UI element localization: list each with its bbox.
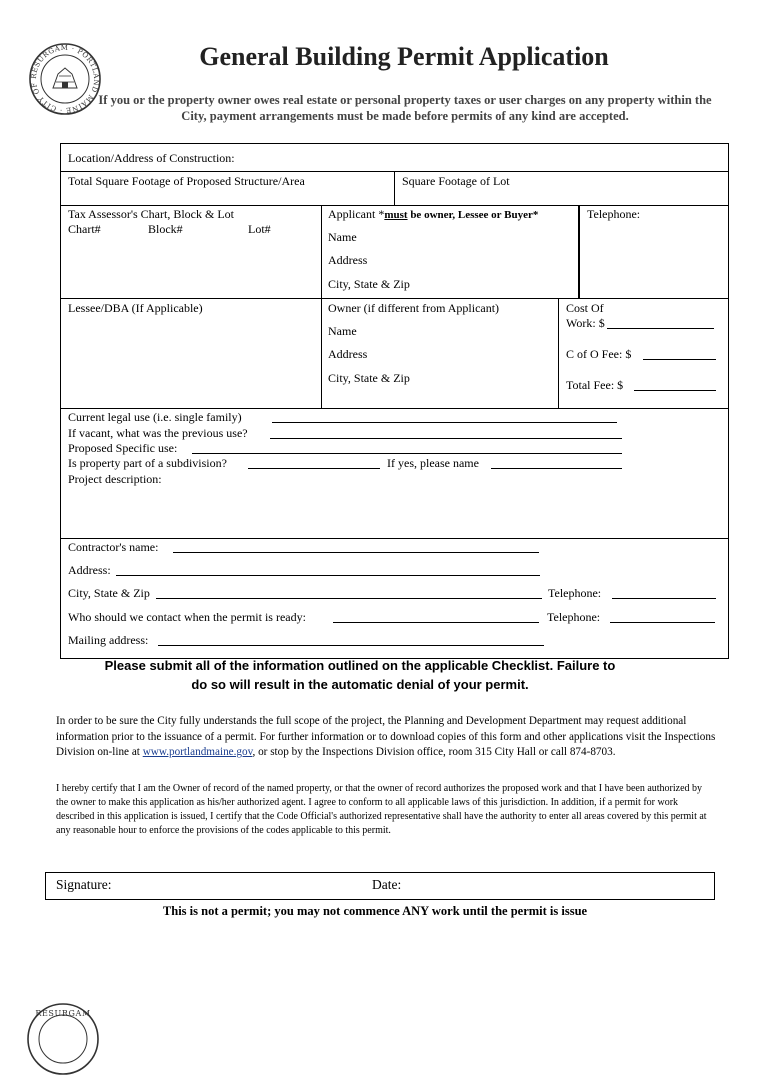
applicant-label: Applicant *must be owner, Lessee or Buyer* [328, 207, 539, 221]
page-title: General Building Permit Application [199, 42, 609, 71]
total-sqft-label: Total Square Footage of Proposed Structure/Area [68, 174, 305, 188]
svg-text:RESURGAM · PORTLAND MAINE · CI: RESURGAM · PORTLAND MAINE · CITY OF [29, 43, 101, 115]
checklist-notice: Please submit all of the information outlined on the applicable Checklist. Failure to do so will result in the automatic denial of your permit. [104, 658, 616, 692]
vacant-field[interactable] [270, 438, 622, 439]
lot-sqft-label: Square Footage of Lot [402, 174, 510, 188]
tax-notice: If you or the property owner owes real estate or personal property taxes or user charges on any property within the City, payment arrangements must be made before permits of any kind are accepted. [98, 93, 712, 123]
c-of-o-fee-field[interactable] [643, 359, 716, 360]
applicant-telephone-label: Telephone: [587, 207, 641, 221]
contractor-address-field[interactable] [116, 575, 540, 576]
signature-field[interactable] [125, 875, 365, 896]
work-cost-field[interactable] [607, 328, 714, 329]
proposed-use-field[interactable] [192, 453, 622, 454]
proposed-use-label: Proposed Specific use: [68, 441, 178, 455]
contractor-city-field[interactable] [156, 598, 542, 599]
lot-label: Lot# [248, 222, 271, 236]
applicant-name-label: Name [328, 230, 357, 244]
owner-address-label: Address [328, 347, 368, 361]
block-label: Block# [148, 222, 183, 236]
applicant-city-label: City, State & Zip [328, 277, 410, 291]
date-label: Date: [372, 877, 402, 892]
info-paragraph: In order to be sure the City fully understands the full scope of the project, the Planning and Development Department may request additional information prior to the issuance of a permit. For further information or to download copies of this form and other applications visit the Inspections Division on-line at www.portlandmaine.gov, or stop by the Inspections Division office, room 315 City Hall or call 874-8703. [56, 715, 716, 758]
city-seal-logo-bottom [26, 1002, 100, 1076]
owner-name-label: Name [328, 324, 357, 338]
lessee-label: Lessee/DBA (If Applicable) [68, 301, 203, 315]
total-fee-field[interactable] [634, 390, 716, 391]
not-a-permit-notice: This is not a permit; you may not commence ANY work until the permit is issue [162, 904, 588, 918]
subdivision-field[interactable] [248, 468, 380, 469]
project-description-label: Project description: [68, 472, 162, 486]
contact-field[interactable] [333, 622, 539, 623]
subdivision-name-label: If yes, please name [387, 456, 479, 470]
contractor-telephone-label: Telephone: [548, 586, 602, 600]
chart-label: Chart# [68, 222, 101, 236]
owner-label: Owner (if different from Applicant) [328, 301, 500, 315]
contractor-address-label: Address: [68, 563, 111, 577]
contractor-city-label: City, State & Zip [68, 586, 150, 600]
work-cost-label: Work: $ [566, 316, 605, 330]
project-description-field[interactable] [66, 488, 721, 534]
total-fee-label: Total Fee: $ [566, 378, 624, 392]
mailing-address-label: Mailing address: [68, 633, 149, 647]
owner-city-label: City, State & Zip [328, 371, 410, 385]
tax-assessor-label: Tax Assessor's Chart, Block & Lot [68, 207, 234, 221]
contractor-telephone-field[interactable] [612, 598, 716, 599]
location-field[interactable] [260, 146, 720, 168]
current-use-field[interactable] [272, 422, 617, 423]
cost-of-label: Cost Of [566, 301, 604, 315]
contact-telephone-label: Telephone: [547, 610, 601, 624]
contact-label: Who should we contact when the permit is ready: [68, 610, 306, 624]
current-use-label: Current legal use (i.e. single family) [68, 410, 242, 424]
contact-telephone-field[interactable] [610, 622, 715, 623]
c-of-o-fee-label: C of O Fee: $ [566, 347, 632, 361]
contractor-name-label: Contractor's name: [68, 540, 159, 554]
certification-paragraph: I hereby certify that I am the Owner of record of the named property, or that the owner of record authorizes the proposed work and that I have been authorized by the owner to make this application as his/her authorized agent. I agree to conform to all applicable laws of this jurisdiction. In addition, if a permit for work described in this application is issued, I certify that the Code Official's authorized representative shall have the authority to enter all areas covered by this permit at any reasonable hour to enforce the provisions of the codes applicable to this permit. [56, 783, 707, 836]
website-link[interactable]: www.portlandmaine.gov [142, 746, 253, 758]
contractor-name-field[interactable] [173, 552, 539, 553]
svg-text:RESURGAM: RESURGAM [35, 1009, 91, 1018]
date-field[interactable] [412, 875, 708, 896]
vacant-label: If vacant, what was the previous use? [68, 426, 248, 440]
location-label: Location/Address of Construction: [68, 151, 235, 165]
applicant-address-label: Address [328, 253, 368, 267]
signature-label: Signature: [56, 877, 112, 892]
subdivision-name-field[interactable] [491, 468, 622, 469]
subdivision-label: Is property part of a subdivision? [68, 456, 227, 470]
mailing-address-field[interactable] [158, 645, 544, 646]
